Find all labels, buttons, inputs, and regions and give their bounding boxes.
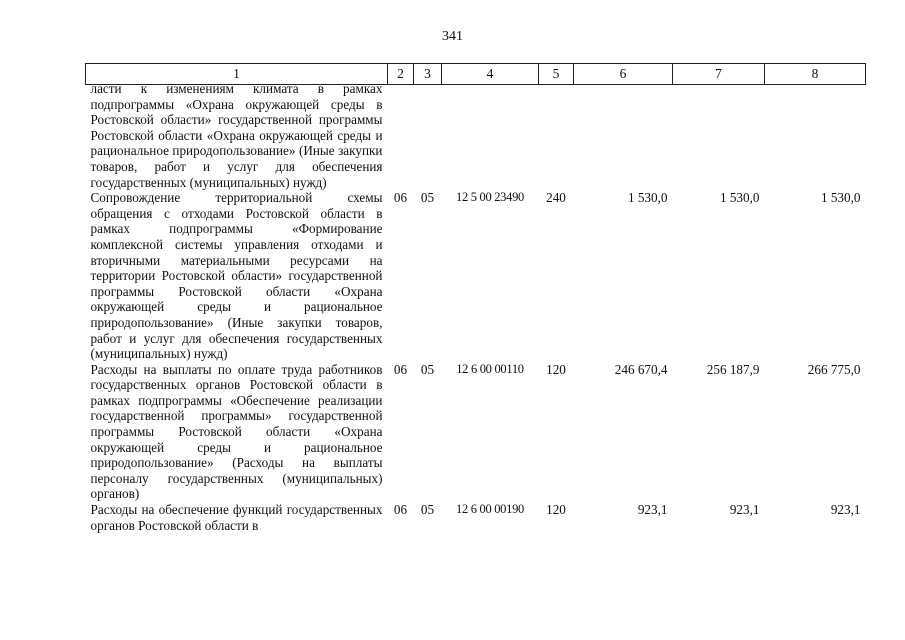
cell-amount-3 <box>765 85 866 191</box>
row-description: Расходы на выплаты по оплате труда работников государственных органов Ростовской области в рамках подпрограммы «Обеспечение реализации государственной программы» государственной программы Ростовской области «Охрана окружающей среды и рациональное природопользование» (Расходы на выплаты персоналу государственных (муниципальных) органов) <box>90 361 383 502</box>
cell-subsection: 05 <box>420 361 435 377</box>
column-header-2: 2 <box>388 64 414 85</box>
cell-section: 06 <box>393 190 408 206</box>
cell-amount-1 <box>574 85 673 191</box>
cell-amount-2: 256 187,9 <box>706 361 760 377</box>
column-header-6: 6 <box>574 64 673 85</box>
column-header-7: 7 <box>673 64 765 85</box>
cell-expense-type: 120 <box>546 502 566 518</box>
cell-amount-3: 923,1 <box>830 502 861 518</box>
cell-section <box>388 85 414 191</box>
row-description <box>86 81 388 191</box>
row-description: Расходы на обеспечение функций государственных органов Ростовской области в <box>90 502 383 533</box>
cell-amount-1: 246 670,4 <box>614 361 668 377</box>
column-header-3: 3 <box>414 64 442 85</box>
cell-target-code: 12 6 00 00190 <box>456 502 524 517</box>
page-number: 341 <box>442 29 463 44</box>
cell-expense-type: 240 <box>546 190 566 206</box>
table-row <box>86 85 866 191</box>
cell-amount-3: 266 775,0 <box>807 361 861 377</box>
cell-subsection <box>414 85 442 191</box>
cell-expense-type: 120 <box>546 361 566 377</box>
cell-amount-2 <box>673 85 765 191</box>
cell-target-code <box>442 85 539 191</box>
column-header-8: 8 <box>765 64 866 85</box>
row-description-text: ласти к изменениям климата в рамках подпрограммы «Охрана окружающей среды в Ростовской области» государственной программы Ростовской области «Охрана окружающей среды и рациональное природопользование» (Иные закупки товаров, работ и услуг для обеспечения государственных (муниципальных) нужд) <box>90 81 383 190</box>
table-row <box>86 190 866 362</box>
cell-amount-1: 923,1 <box>637 502 668 518</box>
cell-subsection: 05 <box>420 190 435 206</box>
column-header-4: 4 <box>442 64 539 85</box>
budget-table <box>85 63 866 533</box>
column-header-5: 5 <box>539 64 574 85</box>
cell-section: 06 <box>393 361 408 377</box>
table-row <box>86 502 866 533</box>
table-row <box>86 362 866 502</box>
cell-amount-3: 1 530,0 <box>820 190 861 206</box>
column-header-1: 1 <box>86 64 388 85</box>
cell-amount-2: 1 530,0 <box>719 190 760 206</box>
row-description: Сопровождение территориальной схемы обращения с отходами Ростовской области в рамках подпрограммы «Формирование комплексной системы управления отходами и вторичными материальными ресурсами на территории Ростовской области» государственной программы Ростовской области «Охрана окружающей среды и рациональное природопользование» (Иные закупки товаров, работ и услуг для обеспечения государственных (муниципальных) нужд) <box>90 190 383 362</box>
cell-subsection: 05 <box>420 502 435 518</box>
cell-expense-type <box>539 85 574 191</box>
cell-amount-1: 1 530,0 <box>627 190 668 206</box>
cell-amount-2: 923,1 <box>729 502 760 518</box>
cell-target-code: 12 5 00 23490 <box>456 190 524 205</box>
cell-target-code: 12 6 00 00110 <box>456 361 524 376</box>
cell-section: 06 <box>393 502 408 518</box>
